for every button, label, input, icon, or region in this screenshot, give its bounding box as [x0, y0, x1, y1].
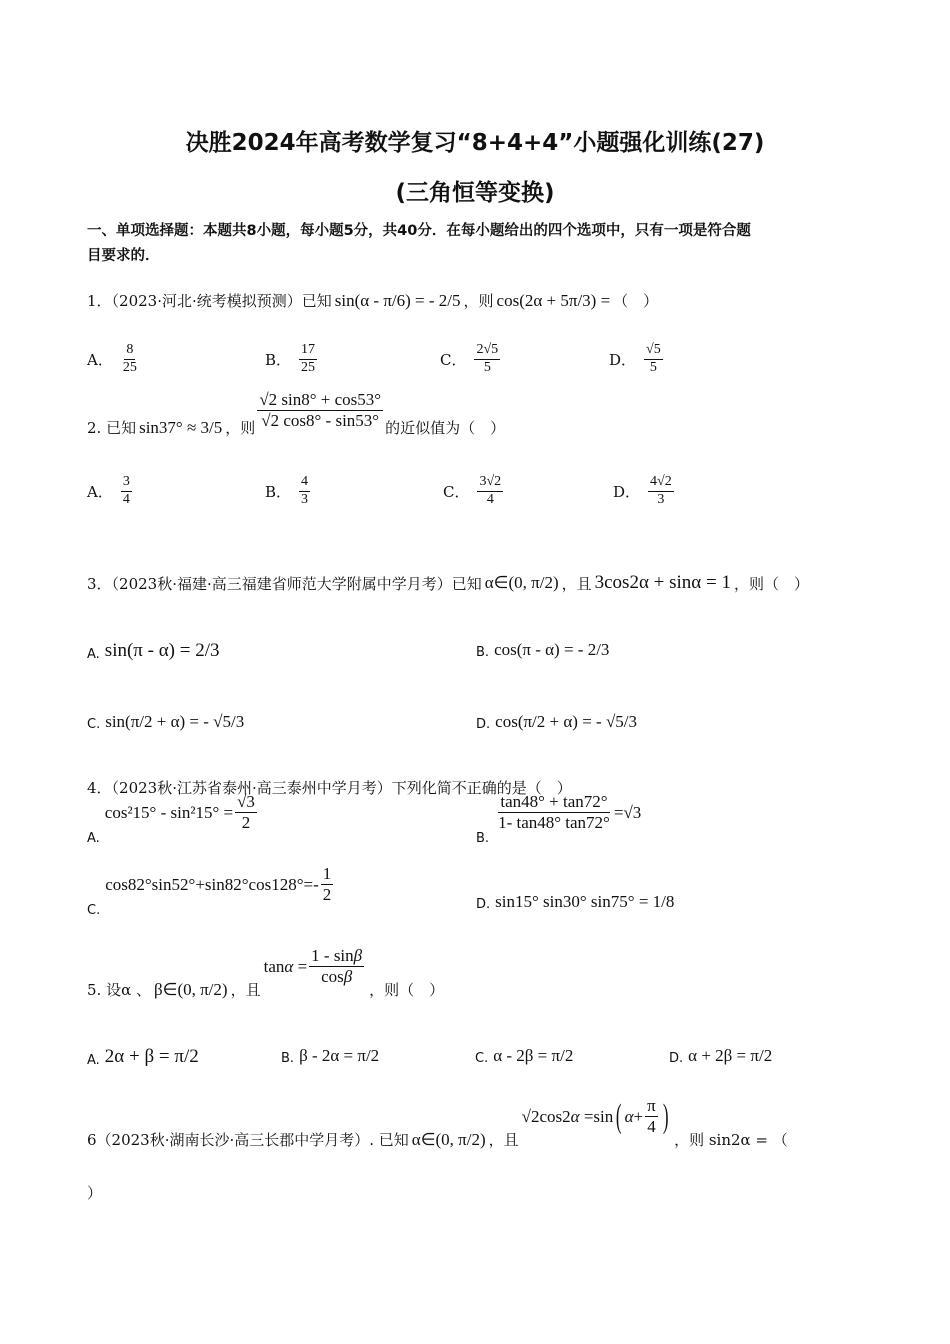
q2-option-c[interactable]: C． $\frac{3√2}{4}$: [443, 474, 502, 507]
q3-suffix: ，则（ ）: [733, 574, 809, 593]
question-1: [87, 290, 658, 311]
q3-mid: ，且: [561, 574, 592, 593]
q1-target: cos(2α + 5π/3) =: [496, 290, 611, 310]
q2-expression: $\frac{√2 \sin 8^\circ + \cos 53^\circ}{√2 \cos 8^\circ - \sin 53^\circ}$: [259, 390, 382, 431]
q5-condition-2: tan α = $\frac{1 - \sin\beta}{\cos\beta}$: [263, 946, 363, 987]
section-heading-cont: 目要求的．: [87, 248, 160, 264]
q5-option-d[interactable]: D. α + 2β = π/2: [669, 1046, 773, 1066]
q5-mid: ，且: [230, 980, 261, 999]
q3-option-b[interactable]: B. cos(π - α) = - 2/3: [476, 640, 610, 660]
q6-condition-2: √2cos2 α =sin ( α + $\frac{\pi}{4}$ ): [521, 1096, 669, 1137]
q6-mid: ，且: [488, 1130, 519, 1149]
q2-condition: sin37° ≈ 3/5: [139, 417, 223, 437]
title-line-2: (三角恒等变换): [395, 180, 555, 206]
q5-condition-1: β∈(0, π/2): [153, 979, 228, 999]
q5-option-b[interactable]: B. β - 2α = π/2: [281, 1046, 380, 1066]
q1-option-a[interactable]: A． $\frac{8}{25}$: [87, 342, 137, 375]
q6-suffix: ，则 sin2α = （: [674, 1130, 788, 1149]
question-4: 4．（2023秋·江苏省泰州·高三泰州中学月考）下列化简不正确的是（ ）: [87, 779, 572, 797]
q2-prefix: 2. 已知: [87, 418, 137, 437]
q6-condition-1: α∈(0, π/2): [411, 1129, 486, 1149]
q2-suffix: 的近似值为（ ）: [385, 418, 506, 437]
q3-option-c[interactable]: C. sin(π/2 + α) = - √5/3: [87, 712, 245, 732]
q6-prefix: 6（2023秋·湖南长沙·高三长郡中学月考）. 已知: [87, 1130, 409, 1149]
question-6: [87, 1096, 788, 1150]
q2-option-d[interactable]: D． $\frac{4√2}{3}$: [613, 474, 672, 507]
q2-option-a[interactable]: A． $\frac{3}{4}$: [87, 474, 130, 507]
q5-option-c[interactable]: C. α - 2β = π/2: [475, 1046, 574, 1066]
q4-option-d[interactable]: D. sin15° sin30° sin75° = 1/8: [476, 892, 675, 912]
q5-option-a[interactable]: A. 2α + β = π/2: [87, 1046, 199, 1068]
question-3: [87, 572, 809, 594]
q3-condition-1: α∈(0, π/2): [484, 573, 559, 592]
q2-option-b[interactable]: B． $\frac{4}{3}$: [265, 474, 309, 507]
q1-option-d[interactable]: D． $\frac{√5}{5}$: [609, 342, 661, 375]
q3-option-d[interactable]: D. cos(π/2 + α) = - √5/3: [476, 712, 637, 732]
question-5: [87, 946, 445, 1000]
q3-option-a[interactable]: A. sin(π - α) = 2/3: [87, 640, 220, 662]
q4-option-b[interactable]: B. $\frac{\tan 48^\circ + \tan 72^\circ}{1- \tan 48^\circ \tan 72^\circ}$ =√3: [476, 792, 642, 846]
q1-option-c[interactable]: C． $\frac{2√5}{5}$: [440, 342, 499, 375]
q1-mid: ，则: [463, 292, 494, 310]
q6-blank-close: ）: [87, 1184, 103, 1202]
title-line-1: 决胜2024年高考数学复习“8+4+4”小题强化训练(27): [185, 130, 765, 156]
q5-suffix: ，则（ ）: [369, 980, 445, 999]
q1-prefix: 1．（2023·河北·统考模拟预测）已知: [87, 292, 332, 310]
q3-prefix: 3．（2023秋·福建·高三福建省师范大学附属中学月考）已知: [87, 574, 482, 593]
q2-mid: ，则: [225, 418, 256, 437]
q3-condition-2: 3cos2α + sinα = 1: [594, 572, 731, 593]
q4-option-c[interactable]: C. cos82°sin52°+sin82°cos128°=- $\frac{1}{2}$: [87, 864, 332, 918]
q4-option-a[interactable]: A. cos²15° - sin²15° = $\frac{√3}{2}$: [87, 792, 255, 846]
q1-option-b[interactable]: B． $\frac{17}{25}$: [265, 342, 316, 375]
q1-blank: （ ）: [613, 292, 659, 310]
section-heading: 一、单项选择题：本题共8小题，每小题5分，共40分．在每小题给出的四个选项中，只有一项是符合题: [87, 223, 751, 239]
q5-prefix: 5. 设α 、: [87, 980, 151, 999]
q1-condition: sin(α - π/6) = - 2/5: [334, 290, 461, 310]
question-2: [87, 390, 506, 438]
